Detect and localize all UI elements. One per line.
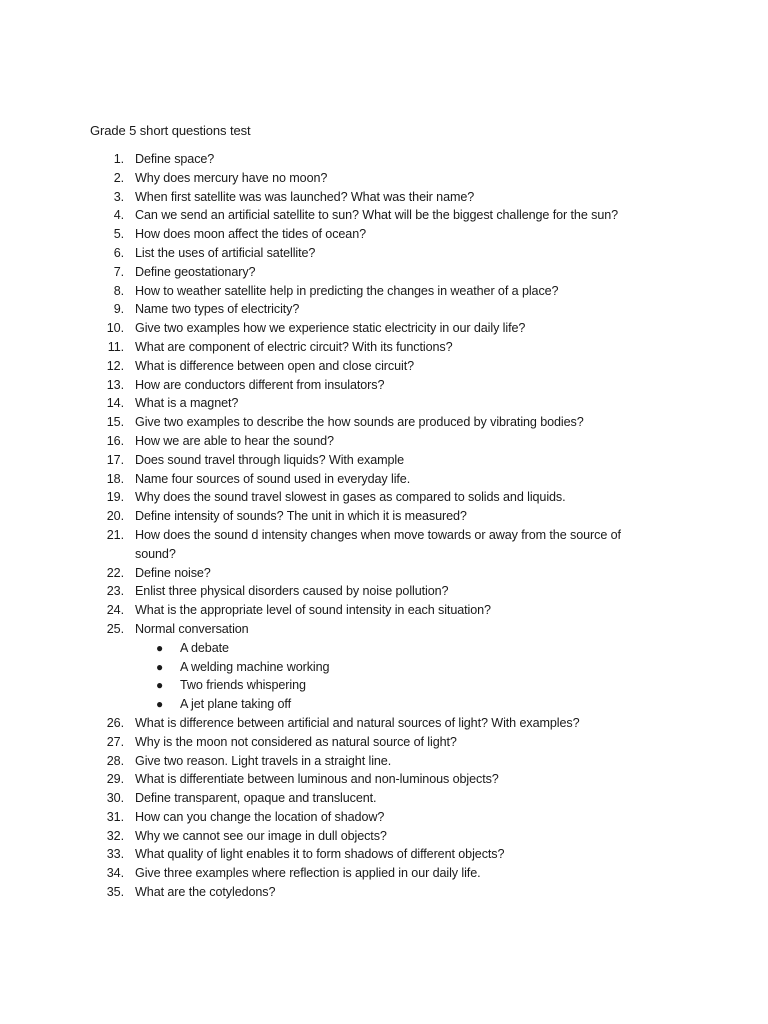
question-item <box>0 338 768 357</box>
bullet-icon: ● <box>156 640 164 655</box>
question-text: How are conductors different from insulators? <box>135 377 385 392</box>
question-text: How does the sound d intensity changes when move towards or away from the source of sound? <box>135 527 621 561</box>
question-item <box>0 845 768 864</box>
question-number: 19. <box>106 490 124 505</box>
question-item <box>0 319 768 338</box>
question-number: 1. <box>113 152 124 166</box>
question-item <box>0 394 768 413</box>
question-number: 28. <box>106 753 124 768</box>
question-text: Can we send an artificial satellite to sun? What will be the biggest challenge for the sun? <box>135 208 619 223</box>
question-item <box>0 300 768 319</box>
question-item <box>0 451 768 470</box>
question-number: 9. <box>113 302 124 317</box>
question-item <box>0 789 768 808</box>
question-item <box>0 470 768 489</box>
question-text: Normal conversation <box>135 621 249 636</box>
question-number: 7. <box>113 264 124 279</box>
question-item <box>0 526 768 564</box>
question-number: 21. <box>106 527 124 542</box>
question-number: 29. <box>106 772 124 787</box>
question-text: What are component of electric circuit? With its functions? <box>135 339 453 354</box>
sub-list-item <box>0 676 768 695</box>
question-number: 14. <box>106 396 124 411</box>
question-text: How we are able to hear the sound? <box>135 433 334 448</box>
question-item <box>0 282 768 301</box>
question-item <box>0 808 768 827</box>
question-number: 22. <box>106 565 124 580</box>
question-text: List the uses of artificial satellite? <box>135 245 316 260</box>
sub-item-text: A jet plane taking off <box>180 697 291 712</box>
question-item <box>0 225 768 244</box>
question-number: 15. <box>106 415 124 430</box>
question-item <box>0 357 768 376</box>
question-list <box>0 150 768 902</box>
question-number: 33. <box>106 847 124 862</box>
question-text: Give two reason. Light travels in a straight line. <box>135 753 392 768</box>
question-item <box>0 827 768 846</box>
question-text: What are the cotyledons? <box>135 885 276 900</box>
question-text: When first satellite was was launched? What was their name? <box>135 189 475 204</box>
question-number: 4. <box>113 208 124 223</box>
question-number: 8. <box>113 283 124 298</box>
page-title: Grade 5 short questions test <box>90 123 251 138</box>
question-item <box>0 770 768 789</box>
question-text: Give three examples where reflection is applied in our daily life. <box>135 866 481 881</box>
question-number: 3. <box>113 189 124 204</box>
question-text: What is difference between open and close circuit? <box>135 358 414 373</box>
question-number: 25. <box>106 621 124 636</box>
sub-list-item <box>0 658 768 677</box>
question-number: 5. <box>113 227 124 242</box>
question-number: 16. <box>106 433 124 448</box>
bullet-icon: ● <box>156 659 164 674</box>
question-number: 20. <box>106 509 124 524</box>
question-item <box>0 864 768 883</box>
question-item <box>0 507 768 526</box>
question-text: What is difference between artificial and natural sources of light? With examples? <box>135 715 580 730</box>
question-text: Why is the moon not considered as natural source of light? <box>135 734 457 749</box>
question-text: Why we cannot see our image in dull objects? <box>135 828 387 843</box>
question-item <box>0 601 768 620</box>
question-item <box>0 714 768 733</box>
question-item <box>0 733 768 752</box>
question-number: 32. <box>106 828 124 843</box>
question-text: Define noise? <box>135 565 211 580</box>
question-number: 10. <box>106 321 124 336</box>
sub-list-item <box>0 695 768 714</box>
question-number: 12. <box>106 358 124 373</box>
sub-item-text: A debate <box>180 640 229 655</box>
question-item <box>0 206 768 225</box>
question-text: Why does mercury have no moon? <box>135 170 328 185</box>
question-item <box>0 582 768 601</box>
question-item <box>0 432 768 451</box>
question-text: Define geostationary? <box>135 264 256 279</box>
sub-list-item <box>0 639 768 658</box>
question-text: How can you change the location of shadow? <box>135 809 385 824</box>
bullet-icon: ● <box>156 697 164 712</box>
question-item <box>0 188 768 207</box>
question-text: How does moon affect the tides of ocean? <box>135 227 367 242</box>
question-text: Enlist three physical disorders caused by noise pollution? <box>135 584 449 599</box>
question-item <box>0 376 768 395</box>
question-number: 11. <box>107 339 124 354</box>
question-number: 2. <box>113 170 124 185</box>
question-item <box>0 883 768 902</box>
question-text: Does sound travel through liquids? With example <box>135 452 405 467</box>
question-item <box>0 752 768 771</box>
question-text: Give two examples to describe the how sounds are produced by vibrating bodies? <box>135 415 584 430</box>
question-text: Why does the sound travel slowest in gases as compared to solids and liquids. <box>135 490 566 505</box>
question-text: Name two types of electricity? <box>135 302 300 317</box>
sub-item-text: Two friends whispering <box>180 678 306 693</box>
question-number: 30. <box>106 791 124 806</box>
question-number: 26. <box>106 715 124 730</box>
question-item <box>0 150 768 169</box>
question-number: 17. <box>106 452 124 467</box>
question-text: Define intensity of sounds? The unit in which it is measured? <box>135 509 467 524</box>
question-text: What is a magnet? <box>135 396 239 411</box>
bullet-icon: ● <box>156 678 164 693</box>
question-number: 6. <box>113 245 124 260</box>
question-item <box>0 413 768 432</box>
question-number: 34. <box>106 866 124 881</box>
question-text: Define space? <box>135 152 215 166</box>
question-text: What is the appropriate level of sound intensity in each situation? <box>135 603 491 618</box>
question-text: Give two examples how we experience static electricity in our daily life? <box>135 321 526 336</box>
question-text: What is differentiate between luminous and non-luminous objects? <box>135 772 499 787</box>
question-item <box>0 263 768 282</box>
question-text: Name four sources of sound used in everyday life. <box>135 471 411 486</box>
question-number: 24. <box>106 603 124 618</box>
question-number: 35. <box>106 885 124 900</box>
question-item <box>0 564 768 583</box>
question-number: 18. <box>106 471 124 486</box>
question-text: How to weather satellite help in predicting the changes in weather of a place? <box>135 283 559 298</box>
question-text: What quality of light enables it to form shadows of different objects? <box>135 847 505 862</box>
question-number: 27. <box>106 734 124 749</box>
question-item <box>0 244 768 263</box>
question-number: 13. <box>106 377 124 392</box>
question-item <box>0 620 768 639</box>
sub-item-text: A welding machine working <box>180 659 330 674</box>
question-item <box>0 488 768 507</box>
question-item <box>0 169 768 188</box>
question-number: 31. <box>106 809 124 824</box>
question-text: Define transparent, opaque and translucent. <box>135 791 377 806</box>
question-number: 23. <box>106 584 124 599</box>
